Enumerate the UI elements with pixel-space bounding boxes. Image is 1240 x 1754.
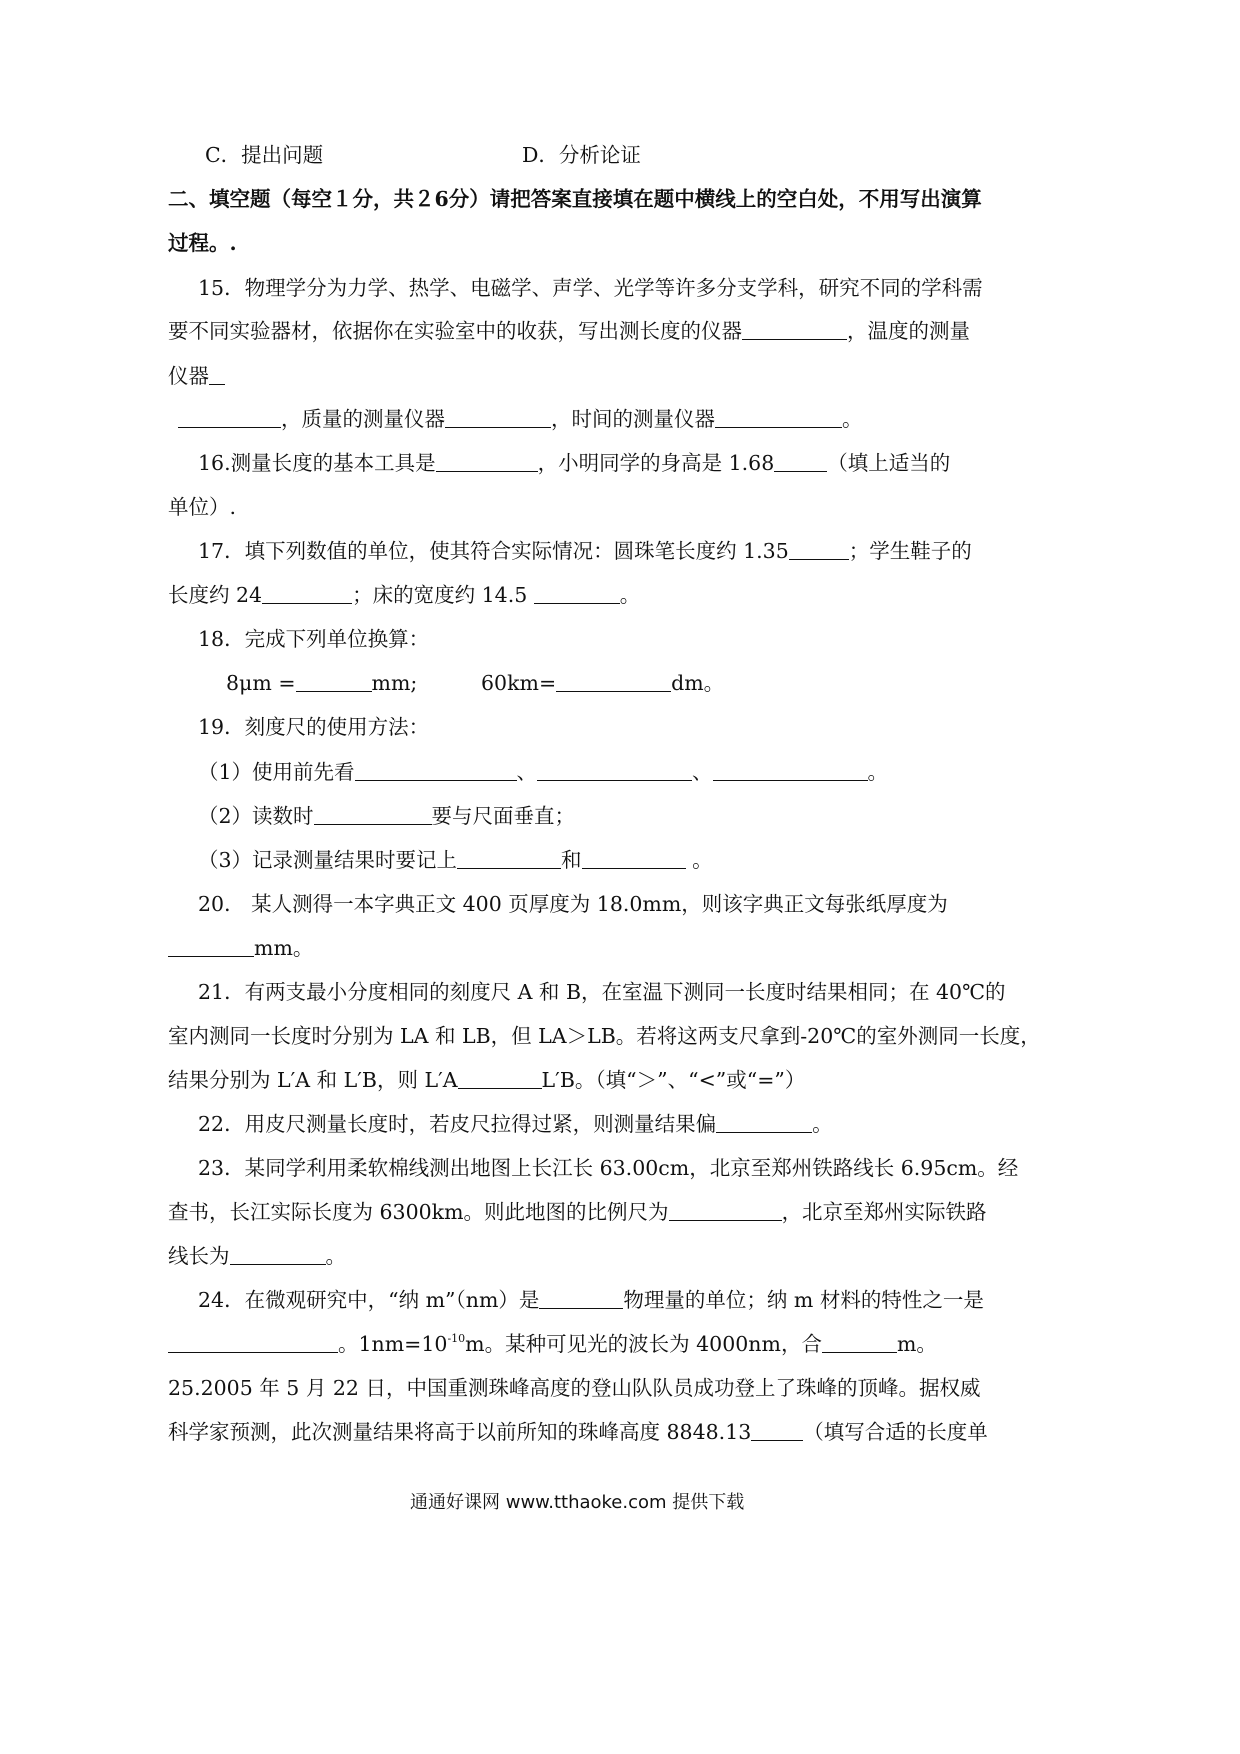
q18-conv1 — [226, 668, 417, 698]
q24-text: m。 — [896, 1332, 937, 1356]
q17-blank-pen[interactable] — [789, 539, 849, 560]
q19-text: 和 — [561, 848, 582, 872]
q24-text: 24．在微观研究中，“纳 m”（nm）是 — [198, 1288, 540, 1312]
q17-text: ；床的宽度约 14.5 — [352, 583, 534, 607]
q19-item3 — [198, 845, 713, 875]
q23-line2 — [168, 1197, 987, 1227]
q16-text: （填上适当的 — [827, 451, 951, 475]
q15-text: 。 — [842, 407, 863, 431]
q24-text: 物理量的单位；纳 m 材料的特性之一是 — [623, 1288, 984, 1312]
q17-text: ；学生鞋子的 — [848, 539, 972, 563]
q16-text: ，小明同学的身高是 1.68 — [537, 451, 775, 475]
q25-line2 — [168, 1417, 988, 1447]
q18-blank-dm[interactable] — [556, 671, 671, 692]
q23-text: ，北京至郑州实际铁路 — [781, 1200, 987, 1224]
q23-line1: 23．某同学利用柔软棉线测出地图上长江长 63.00cm，北京至郑州铁路线长 6.95cm。经 — [198, 1156, 1019, 1180]
q18-text: mm; — [371, 671, 418, 695]
option-d: D．分析论证 — [522, 143, 641, 167]
q15-text: ，时间的测量仪器 — [551, 407, 715, 431]
q22-text: 。 — [812, 1112, 833, 1136]
q24-text: m。某种可见光的波长为 4000nm，合 — [465, 1332, 822, 1356]
q19-text: 要与尺面垂直； — [431, 804, 576, 828]
q20-line2 — [168, 933, 313, 963]
q19-sep: 、 — [516, 760, 538, 784]
q16-blank-tool[interactable] — [436, 451, 538, 472]
q24-blank-property[interactable] — [168, 1332, 338, 1353]
q19-title: 19．刻度尺的使用方法： — [198, 715, 430, 739]
q15-text: ，质量的测量仪器 — [281, 407, 445, 431]
q22-text: 22．用皮尺测量长度时，若皮尺拉得过紧，则测量结果偏 — [198, 1112, 717, 1136]
q19-blank-6[interactable] — [582, 848, 686, 869]
q17-text: 长度约 24 — [168, 583, 263, 607]
q17-line1 — [198, 536, 972, 566]
q15-text: 仪器 — [168, 364, 209, 388]
q22-blank[interactable] — [716, 1112, 812, 1133]
q19-text: （1）使用前先看 — [198, 760, 355, 784]
q19-blank-2[interactable] — [537, 760, 692, 781]
q23-text: 查书，长江实际长度为 6300km。则此地图的比例尺为 — [168, 1200, 669, 1224]
q23-blank-scale[interactable] — [669, 1200, 782, 1221]
option-c: C．提出问题 — [205, 143, 324, 167]
q19-blank-4[interactable] — [314, 804, 432, 825]
q16-line2: 单位）. — [168, 495, 237, 519]
q15-text: 要不同实验器材，依据你在实验室中的收获，写出测长度的仪器 — [168, 319, 742, 343]
q25-text: （填写合适的长度单 — [803, 1420, 988, 1444]
q16-text: 16.测量长度的基本工具是 — [198, 451, 436, 475]
section-heading: 二、填空题（每空１分，共２6分）请把答案直接填在题中横线上的空白处，不用写出演算 — [168, 187, 982, 211]
q21-text: 结果分别为 L′A 和 L′B，则 L′A — [168, 1068, 458, 1092]
q23-text: 线长为 — [168, 1244, 230, 1268]
q25-blank-unit[interactable] — [751, 1420, 803, 1441]
q18-blank-mm[interactable] — [296, 671, 372, 692]
q23-text: 。 — [325, 1244, 346, 1268]
q17-blank-bed[interactable] — [534, 583, 620, 604]
q18-title: 18．完成下列单位换算： — [198, 627, 430, 651]
q17-line2 — [168, 580, 640, 610]
q18-conv2 — [481, 668, 724, 698]
q16-blank-unit[interactable] — [774, 451, 827, 472]
q24-exponent: -10 — [447, 1332, 466, 1345]
q15-blank-temp-cont[interactable] — [178, 407, 281, 428]
q19-blank-1[interactable] — [355, 760, 517, 781]
q16-line1 — [198, 448, 950, 478]
q15-blank-time[interactable] — [715, 407, 842, 428]
q23-blank-distance[interactable] — [230, 1244, 326, 1265]
q24-line1 — [198, 1285, 984, 1315]
q22-line — [198, 1109, 833, 1139]
q21-line1: 21．有两支最小分度相同的刻度尺 A 和 B，在室温下测同一长度时结果相同；在 40℃的 — [198, 980, 1006, 1004]
q18-text: 60km= — [481, 671, 557, 695]
q21-text: L′B。（填“＞”、“<”或“=”） — [541, 1068, 806, 1092]
q19-item2 — [198, 801, 575, 831]
q24-line2 — [168, 1329, 937, 1359]
q15-line4 — [178, 404, 863, 434]
q19-text: 。 — [867, 760, 889, 784]
q15-blank-temp[interactable] — [209, 364, 225, 385]
q18-text: 8μm = — [226, 671, 296, 695]
q19-text: （3）记录测量结果时要记上 — [198, 848, 458, 872]
q21-line3 — [168, 1065, 805, 1095]
q23-line3 — [168, 1241, 346, 1271]
q15-text: ，温度的测量 — [847, 319, 970, 343]
page-footer: 通通好课网 www.tthaoke.com 提供下载 — [410, 1492, 745, 1513]
q17-text: 17．填下列数值的单位，使其符合实际情况：圆珠笔长度约 1.35 — [198, 539, 789, 563]
q15-blank-length[interactable] — [742, 319, 847, 340]
q15-line1: 15．物理学分为力学、热学、电磁学、声学、光学等许多分支学科，研究不同的学科需 — [198, 276, 983, 300]
q24-text: 。1nm=10 — [338, 1332, 448, 1356]
q19-text: （2）读数时 — [198, 804, 314, 828]
q17-text: 。 — [619, 583, 641, 607]
q25-text: 科学家预测，此次测量结果将高于以前所知的珠峰高度 8848.13 — [168, 1420, 752, 1444]
q21-blank[interactable] — [458, 1068, 542, 1089]
q20-text: mm。 — [254, 936, 314, 960]
q25-line1: 25.2005 年 5 月 22 日，中国重测珠峰高度的登山队队员成功登上了珠峰的顶峰。据权威 — [168, 1376, 981, 1400]
q19-item1 — [198, 757, 888, 787]
q18-text: dm。 — [671, 671, 725, 695]
q15-line3 — [168, 361, 225, 391]
q15-blank-mass[interactable] — [445, 407, 551, 428]
q15-line2 — [168, 316, 970, 346]
q20-line1: 20． 某人测得一本字典正文 400 页厚度为 18.0mm，则该字典正文每张纸厚度为 — [198, 892, 948, 916]
q17-blank-shoe[interactable] — [262, 583, 352, 604]
q20-blank[interactable] — [168, 936, 254, 957]
q19-text: 。 — [685, 848, 713, 872]
q19-blank-3[interactable] — [713, 760, 868, 781]
q24-blank-meters[interactable] — [822, 1332, 897, 1353]
q24-blank-quantity[interactable] — [539, 1288, 623, 1309]
q19-sep: 、 — [692, 760, 713, 784]
q21-line2: 室内测同一长度时分别为 LA 和 LB，但 LA＞LB。若将这两支尺拿到-20℃的室外测同一长度， — [168, 1024, 1041, 1048]
section-heading-cont: 过程。. — [168, 231, 237, 255]
q19-blank-5[interactable] — [457, 848, 561, 869]
